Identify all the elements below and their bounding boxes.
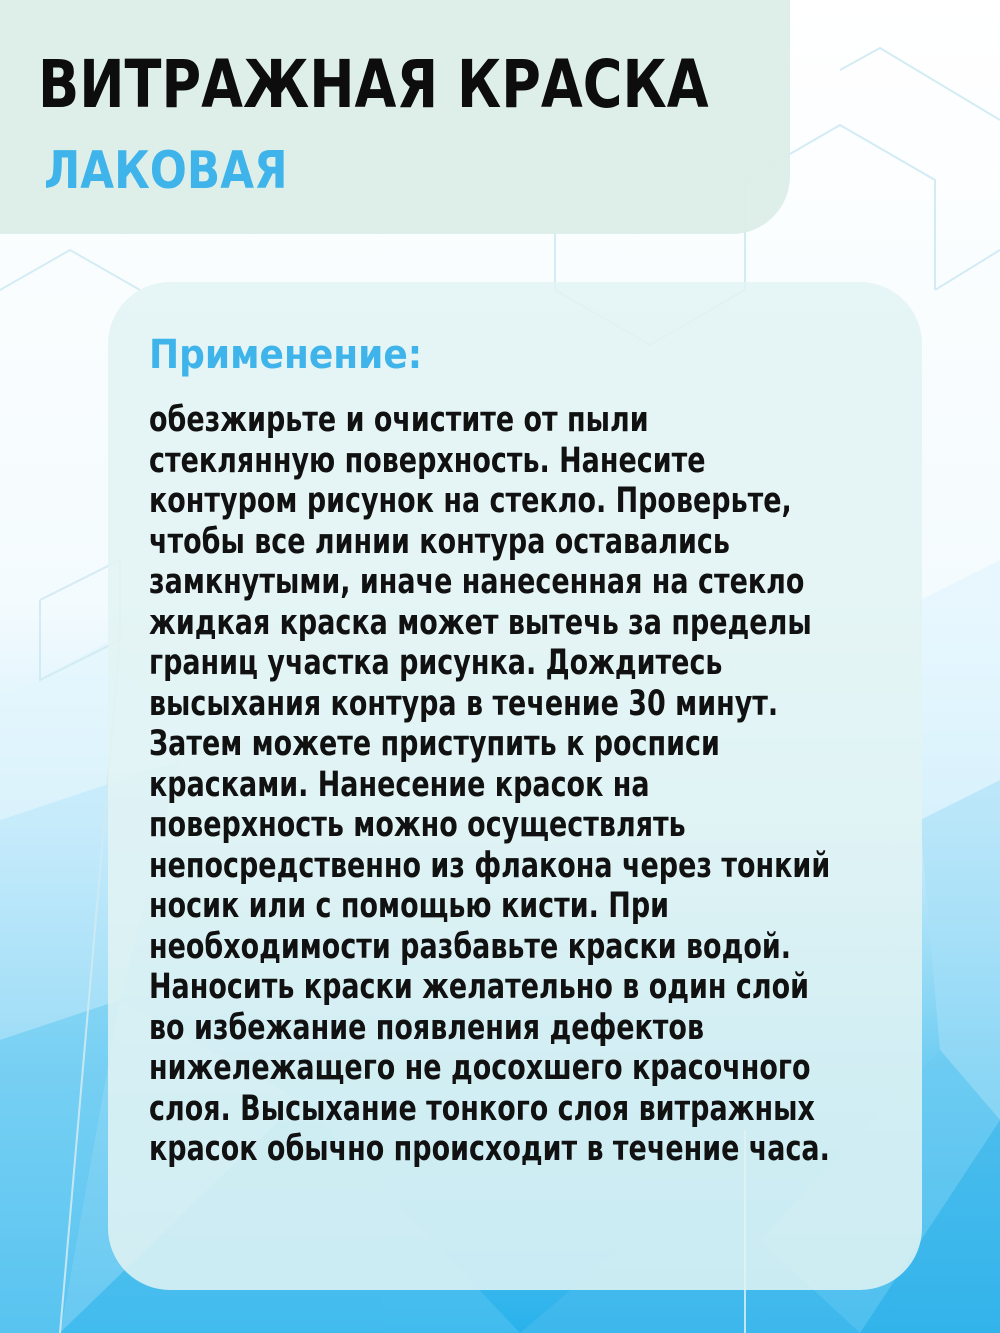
instructions-line: слоя. Высыхание тонкого слоя витражных: [149, 1088, 815, 1129]
instructions-line: Наносить краски желательно в один слой: [149, 967, 810, 1007]
instructions-line: замкнутыми, иначе нанесенная на стекло: [149, 562, 805, 602]
instructions-line: нижележащего не досохшего красочного: [149, 1048, 811, 1088]
instructions-line: чтобы все линии контура оставались: [149, 521, 730, 562]
instructions-line: красками. Нанесение красок на: [149, 764, 650, 805]
instructions-line: стеклянную поверхность. Нанесите: [149, 440, 706, 481]
instructions-line: носик или с помощью кисти. При: [149, 886, 670, 926]
instructions-text: [149, 400, 830, 1170]
page-title: ВИТРАЖНАЯ КРАСКА: [38, 46, 709, 123]
instructions-line: Затем можете приступить к росписи: [149, 724, 720, 764]
instructions-line: границ участка рисунка. Дождитесь: [149, 643, 723, 683]
instructions-line: непосредственно из флакона через тонкий: [149, 845, 831, 886]
instructions-line: поверхность можно осуществлять: [149, 805, 686, 845]
instructions-line: высыхания контура в течение 30 минут.: [149, 683, 779, 724]
instructions-line: во избежание появления дефектов: [149, 1007, 705, 1048]
instructions-line: красок обычно происходит в течение часа.: [149, 1129, 830, 1169]
instructions-line: жидкая краска может вытечь за пределы: [149, 602, 812, 643]
instructions-line: обезжирьте и очистите от пыли: [149, 400, 649, 440]
instructions-heading: Применение:: [149, 332, 423, 378]
instructions-line: необходимости разбавьте краски водой.: [149, 926, 791, 967]
page-subtitle: ЛАКОВАЯ: [44, 141, 288, 201]
instructions-line: контуром рисунок на стекло. Проверьте,: [149, 481, 792, 521]
